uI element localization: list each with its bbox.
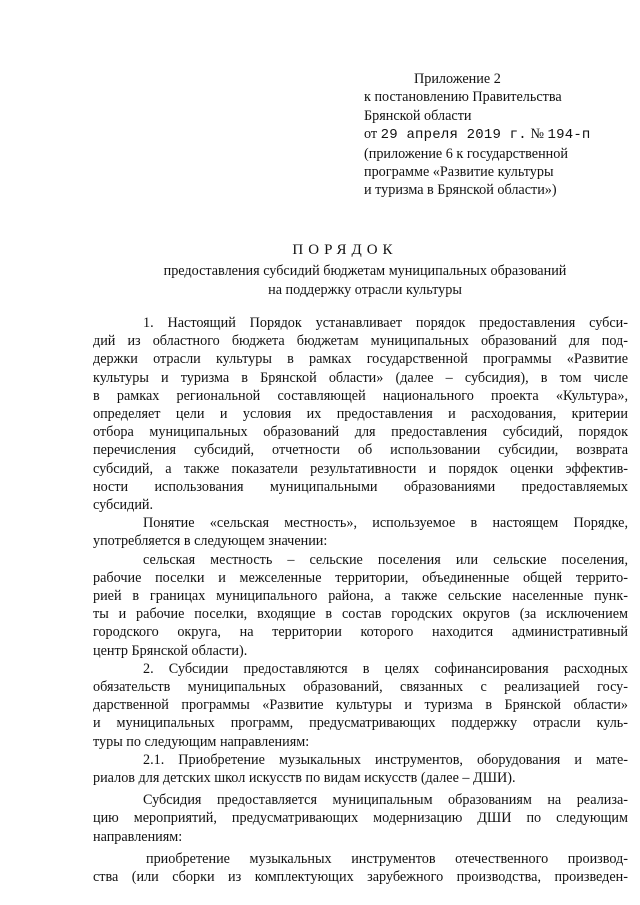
text-line: Субсидия предоставляется муниципальным образованиям на реализа-: [143, 792, 628, 809]
paragraph-1: [93, 314, 628, 514]
paragraph-6: [93, 791, 628, 846]
text-line: и муниципальных программ, предусматривающих поддержку отрасли куль-: [93, 715, 628, 732]
text-line: определяет цели и условия их предоставления и расходования, критерии: [93, 406, 628, 423]
subtitle-line: предоставления субсидий бюджетам муниципальных образований: [163, 263, 567, 279]
number-prefix: №: [530, 126, 544, 143]
paragraph-3: [93, 551, 628, 660]
paragraph-7: [93, 850, 628, 886]
text-line: рабочие поселки и межселенные территории, объединенные общей террито-: [93, 569, 628, 586]
text-line: цию мероприятий, предусматривающих модернизацию ДШИ по следующим: [93, 810, 628, 827]
text-line: дий из областного бюджета бюджетам муниципальных образований для под-: [93, 333, 628, 350]
text-line: обязательств муниципальных образований, связанных с реализацией госу-: [93, 679, 628, 696]
appendix-header: [364, 70, 634, 200]
date-value: 29 апреля 2019 г.: [380, 127, 527, 144]
text-line: 2.1. Приобретение музыкальных инструментов, оборудования и мате-: [143, 751, 628, 768]
text-line: перечисления субсидий, отчетности об использовании субсидии, возврата: [93, 442, 628, 459]
document-title: ПОРЯДОК: [292, 242, 398, 258]
text-line: субсидий, а также показатели результативности и порядок оценки эффектив-: [93, 460, 628, 477]
paragraph-5: [93, 751, 628, 787]
text-line: сельская местность – сельские поселения или сельские поселения,: [143, 551, 628, 568]
document-body: [93, 314, 628, 886]
text-line: ности использования муниципальными образованиями предоставляемых: [93, 478, 628, 495]
text-line: риалов для детских школ искусств по видам искусств (далее – ДШИ).: [93, 770, 516, 787]
text-line: культуры и туризма в Брянской области» (далее – субсидия), в том числе: [93, 369, 628, 386]
appendix-note-1: (приложение 6 к государственной: [364, 145, 568, 162]
document-subtitle: [95, 262, 635, 299]
text-line: отбора муниципальных образований для предоставления субсидий, порядок: [93, 424, 628, 441]
text-line: направлениям:: [93, 828, 183, 845]
text-line: в рамках региональной составляющей национального проекта «Культура»,: [93, 387, 628, 404]
paragraph-4: [93, 660, 628, 751]
appendix-note-3: и туризма в Брянской области»): [364, 182, 557, 199]
text-line: 1. Настоящий Порядок устанавливает порядок предоставления субси-: [143, 315, 628, 331]
appendix-region: Брянской области: [364, 107, 472, 124]
text-line: рией в границах муниципального района, а также сельские населенные пунк-: [93, 588, 628, 605]
text-line: туры по следующим направлениям:: [93, 733, 310, 750]
text-line: 2. Субсидии предоставляются в целях софинансирования расходных: [143, 660, 628, 677]
text-line: субсидий.: [93, 497, 154, 514]
appendix-note-2: программе «Развитие культуры: [364, 164, 554, 181]
text-line: ства (или сборки из комплектующих зарубежного производства, произведен-: [93, 869, 628, 886]
date-prefix: от: [364, 126, 378, 143]
text-line: центр Брянской области).: [93, 642, 248, 659]
appendix-date-line: [364, 125, 634, 144]
appendix-number: Приложение 2: [414, 71, 501, 87]
paragraph-2: [93, 514, 628, 550]
appendix-decree-ref: к постановлению Правительства: [364, 89, 562, 106]
text-line: употребляется в следующем значении:: [93, 533, 328, 550]
text-line: городского округа, на территории которого находится административный: [93, 624, 628, 641]
subtitle-line: на поддержку отрасли культуры: [268, 281, 462, 298]
number-value: 194-п: [547, 127, 591, 144]
text-line: ты и рабочие поселки, входящие в состав городских округов (за исключением: [93, 606, 628, 623]
text-line: приобретение музыкальных инструментов отечественного производ-: [146, 850, 628, 867]
text-line: держки отрасли культуры в рамках государственной программы «Развитие: [93, 351, 628, 368]
text-line: дарственной программы «Развитие культуры и туризма в Брянской области»: [93, 697, 628, 714]
text-line: Понятие «сельская местность», используемое в настоящем Порядке,: [143, 515, 628, 532]
